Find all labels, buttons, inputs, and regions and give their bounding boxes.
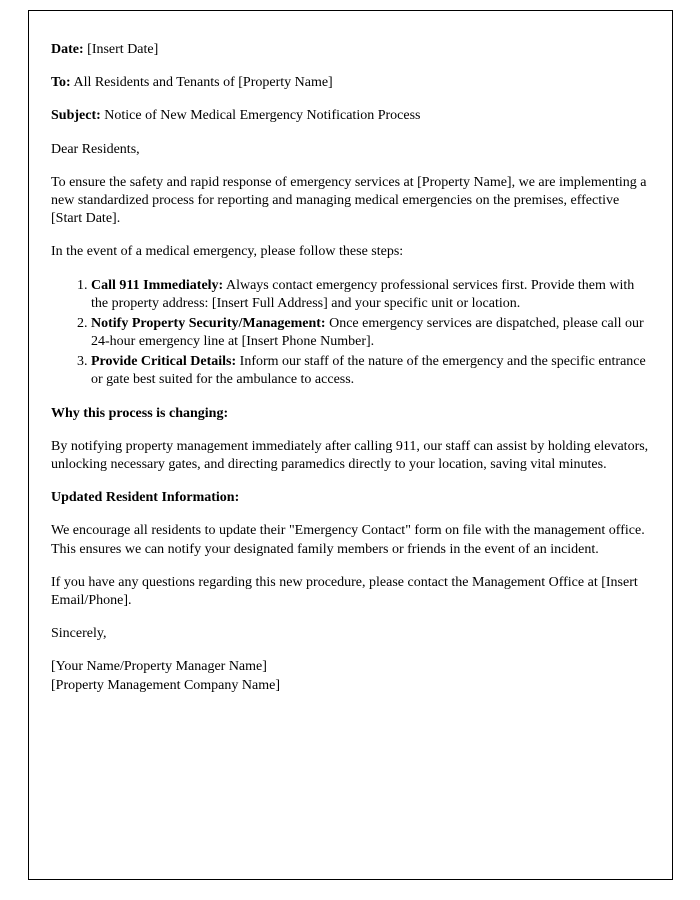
date-value: [Insert Date] <box>87 42 159 57</box>
step-text: Inform our staff of the nature of the emergency and the specific entrance or gate best suited for the ambulance to access. <box>91 354 646 388</box>
subject-value: Notice of New Medical Emergency Notification Process <box>104 108 421 124</box>
step-label: Notify Property Security/Management: <box>91 315 326 331</box>
closing: Sincerely, <box>51 626 107 642</box>
why-paragraph: By notifying property management immediately after calling 911, our staff can assist by holding elevators, unlocking necessary gates, and directing paramedics directly to your location, saving vital minutes. <box>51 438 649 472</box>
letter-document <box>28 10 673 880</box>
step-item-provide-details <box>91 353 650 389</box>
questions-paragraph: If you have any questions regarding this new procedure, please contact the Management Office at [Insert Email/Phone]. <box>51 574 638 608</box>
date-line <box>51 41 650 59</box>
to-label: To: <box>51 75 71 91</box>
step-item-notify-management <box>91 315 650 351</box>
why-heading: Why this process is changing: <box>51 405 229 421</box>
salutation: Dear Residents, <box>51 141 140 157</box>
step-label: Call 911 Immediately: <box>91 277 224 293</box>
steps-intro: In the event of a medical emergency, please follow these steps: <box>51 244 404 260</box>
intro-paragraph: To ensure the safety and rapid response of emergency services at [Property Name], we are implementing a new standardized process for reporting and managing medical emergencies on the premises, effective [Start Date]. <box>51 174 647 227</box>
step-text: Always contact emergency professional services first. Provide them with the property address: [Insert Full Address] and your specific unit or location. <box>91 277 635 311</box>
to-line <box>51 74 650 92</box>
step-item-call-911 <box>91 277 650 313</box>
signature-block <box>51 658 650 694</box>
subject-line <box>51 107 650 125</box>
step-label: Provide Critical Details: <box>91 354 237 370</box>
steps-list <box>51 277 650 390</box>
updated-info-paragraph: We encourage all residents to update their "Emergency Contact" form on file with the management office. This ensures we can notify your designated family members or friends in the event of an incident. <box>51 523 645 557</box>
signature-name: [Your Name/Property Manager Name] <box>51 659 267 675</box>
date-label: Date: <box>51 42 84 57</box>
to-value: All Residents and Tenants of [Property Name] <box>73 75 333 91</box>
updated-info-heading: Updated Resident Information: <box>51 490 240 506</box>
step-text: Once emergency services are dispatched, please call our 24-hour emergency line at [Insert Phone Number]. <box>91 315 644 350</box>
signature-company: [Property Management Company Name] <box>51 677 280 693</box>
subject-label: Subject: <box>51 108 101 124</box>
